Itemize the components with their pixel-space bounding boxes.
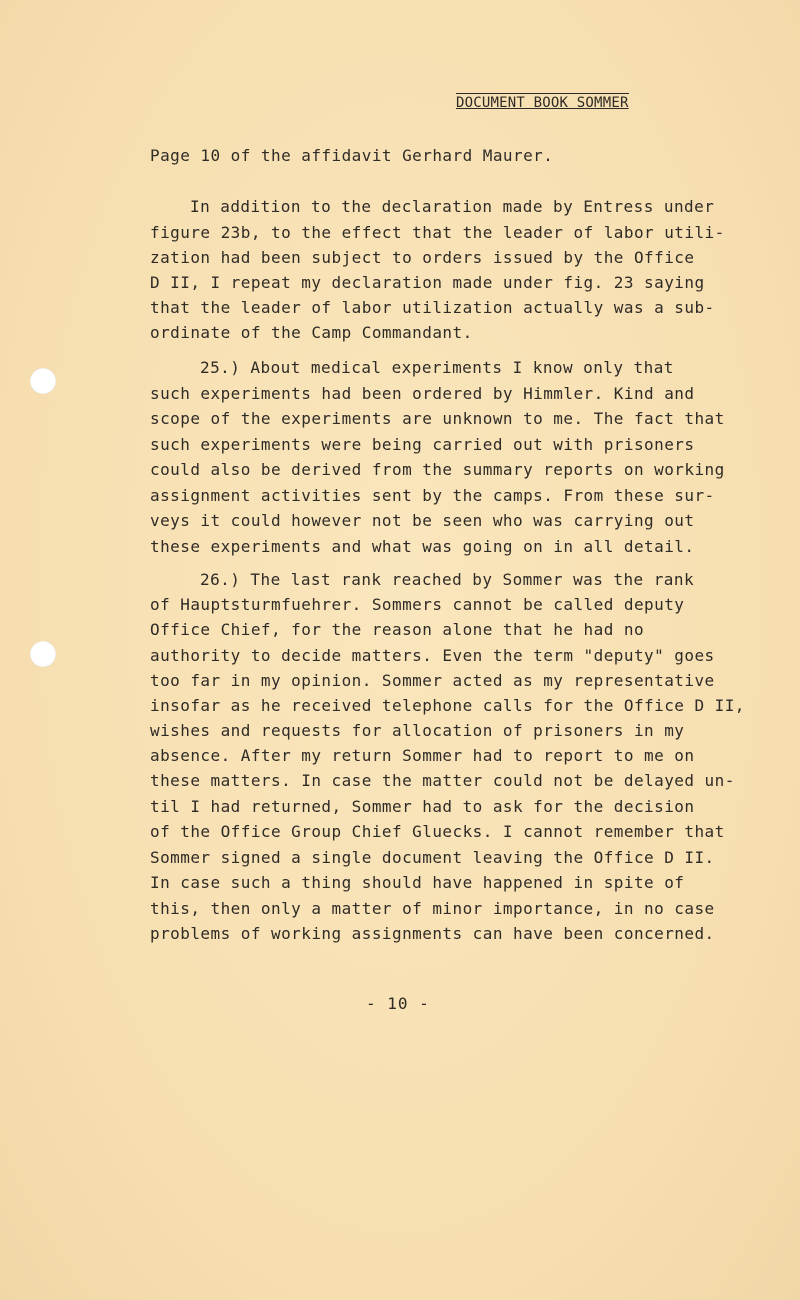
paragraph-1-line: figure 23b, to the effect that the leader of labor utili- xyxy=(150,223,725,242)
paragraph-3-line: of the Office Group Chief Gluecks. I cannot remember that xyxy=(150,822,725,841)
document-header: DOCUMENT BOOK SOMMER xyxy=(456,95,629,111)
paragraph-1-line: that the leader of labor utilization actually was a sub- xyxy=(150,298,715,317)
paragraph-2-line: these experiments and what was going on in all detail. xyxy=(150,537,695,556)
paragraph-1-line: zation had been subject to orders issued by the Office xyxy=(150,248,695,267)
paragraph-3-line: Sommer signed a single document leaving the Office D II. xyxy=(150,848,715,867)
paragraph-2-line: scope of the experiments are unknown to me. The fact that xyxy=(150,409,725,428)
paragraph-2-line: veys it could however not be seen who was carrying out xyxy=(150,511,695,530)
paragraph-2-line: such experiments had been ordered by Himmler. Kind and xyxy=(150,384,695,403)
page-number: - 10 - xyxy=(366,994,430,1013)
punch-hole-lower xyxy=(30,641,56,667)
paragraph-3-line: insofar as he received telephone calls for the Office D II, xyxy=(150,696,745,715)
paragraph-3-line: 26.) The last rank reached by Sommer was the rank xyxy=(200,570,695,589)
paragraph-3-line: authority to decide matters. Even the term "deputy" goes xyxy=(150,646,715,665)
paragraph-3-line: wishes and requests for allocation of prisoners in my xyxy=(150,721,685,740)
paragraph-3-line: this, then only a matter of minor importance, in no case xyxy=(150,899,715,918)
paragraph-3-line: these matters. In case the matter could not be delayed un- xyxy=(150,771,735,790)
paragraph-3-line: In case such a thing should have happened in spite of xyxy=(150,873,685,892)
paragraph-3-line: Office Chief, for the reason alone that he had no xyxy=(150,620,645,639)
paragraph-3-line: too far in my opinion. Sommer acted as my representative xyxy=(150,671,715,690)
paragraph-3-line: of Hauptsturmfuehrer. Sommers cannot be called deputy xyxy=(150,595,685,614)
punch-hole-upper xyxy=(30,368,56,394)
paragraph-1-line: ordinate of the Camp Commandant. xyxy=(150,323,473,342)
paragraph-1-line: D II, I repeat my declaration made under fig. 23 saying xyxy=(150,273,705,292)
paragraph-2-line: such experiments were being carried out with prisoners xyxy=(150,435,695,454)
intro-line: Page 10 of the affidavit Gerhard Maurer. xyxy=(150,146,554,165)
paragraph-2-line: assignment activities sent by the camps. From these sur- xyxy=(150,486,715,505)
paragraph-3-line: problems of working assignments can have been concerned. xyxy=(150,924,715,943)
paragraph-2-line: 25.) About medical experiments I know only that xyxy=(200,358,674,377)
paragraph-3-line: til I had returned, Sommer had to ask for the decision xyxy=(150,797,695,816)
paragraph-2-line: could also be derived from the summary reports on working xyxy=(150,460,725,479)
paragraph-3-line: absence. After my return Sommer had to report to me on xyxy=(150,746,695,765)
paragraph-1-line: In addition to the declaration made by Entress under xyxy=(190,197,715,216)
